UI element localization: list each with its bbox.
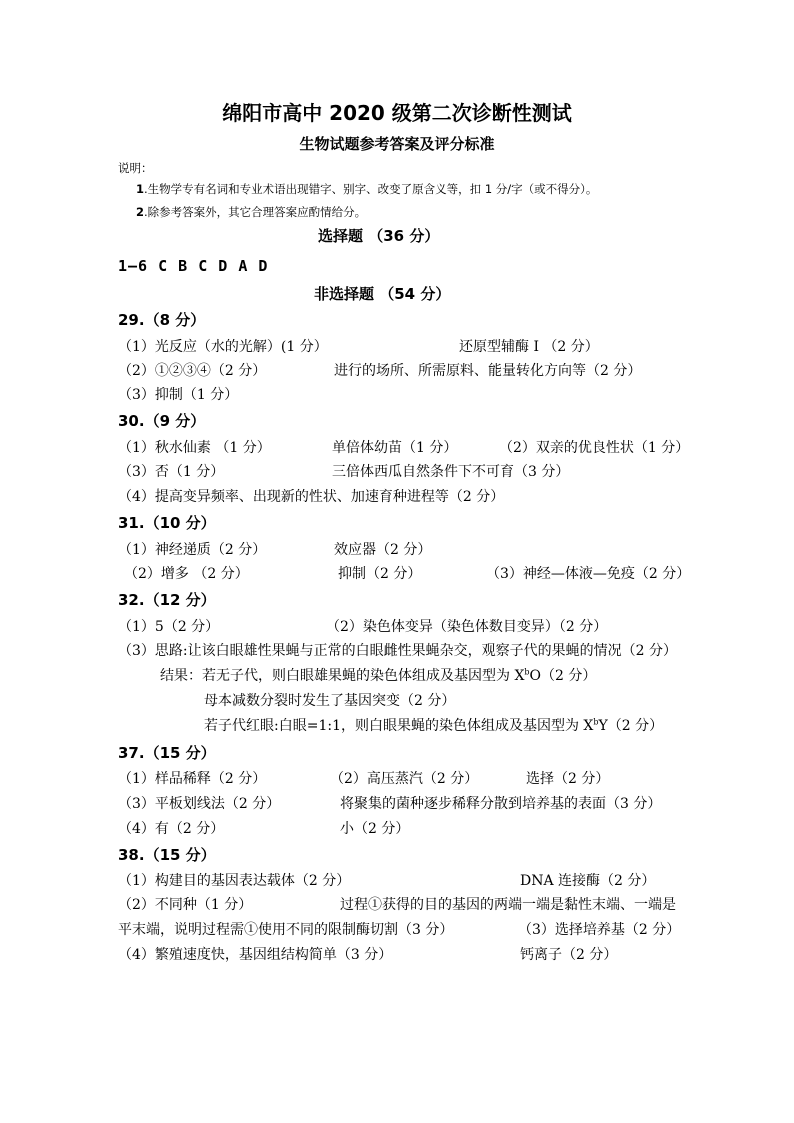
q37-answer-1b: （2）高压蒸汽（2 分） <box>330 771 479 787</box>
page-title: 绵阳市高中 2020 级第二次诊断性测试 <box>222 101 572 125</box>
q37-heading: 37.（15 分） <box>118 744 216 762</box>
q31-answer-1a: （1）神经递质（2 分） <box>118 542 267 558</box>
q37-answer-3b: 小（2 分） <box>340 821 410 837</box>
q38-answer-3b: （3）选择培养基（2 分） <box>518 922 681 938</box>
q37-answer-3a: （4）有（2 分） <box>118 821 225 837</box>
q32-answer-1a: （1）5（2 分） <box>118 619 220 635</box>
q38-answer-4b: 钙离子（2 分） <box>520 947 618 963</box>
q30-answer-2b: 三倍体西瓜自然条件下不可育（3 分） <box>332 464 570 480</box>
q32-answer-ratio: 若子代红眼:白眼=1:1，则白眼果蝇的染色体组成及基因型为 $X^bY(2$ 分） <box>204 717 664 734</box>
q38-answer-2b: 过程①获得的目的基因的两端一端是黏性末端、一端是 <box>340 897 676 913</box>
page-subtitle: 生物试题参考答案及评分标准 <box>299 135 495 153</box>
q37-answer-2b: 将聚集的菌种逐步稀释分散到培养基的表面（3 分） <box>340 796 662 812</box>
note-item-1-number: 1 <box>136 182 145 196</box>
q29-answer-1b: 还原型辅酶 I （2 分） <box>459 339 599 355</box>
q29-answer-3a: （3）抑制（1 分） <box>118 387 239 403</box>
q32-answer-mutation: 母本减数分裂时发生了基因突变（2 分） <box>204 693 456 709</box>
note-item-2-text: .除参考答案外，其它合理答案应酌情给分。 <box>144 205 367 219</box>
q29-answer-1a: （1）光反应（水的光解）(1 分） <box>118 339 328 355</box>
note-item-2-number: 2 <box>136 205 145 219</box>
q37-answer-2a: （3）平板划线法（2 分） <box>118 796 281 812</box>
q32-answer-result: 结果：若无子代，则白眼雄果蝇的染色体组成及基因型为 $X^bO(2$ 分） <box>160 667 597 684</box>
choice-section-heading: 选择题 （36 分） <box>318 227 440 245</box>
q30-answer-1a: （1）秋水仙素 （1 分） <box>118 440 271 456</box>
q31-answer-2a: （2）增多 （2 分） <box>124 566 249 582</box>
q29-answer-2a: （2）①②③④（2 分） <box>118 363 267 379</box>
notes-label: 说明： <box>118 161 153 175</box>
q38-answer-1b: DNA 连接酶（2 分） <box>520 873 656 889</box>
q38-answer-2a: （2）不同种（1 分） <box>118 897 253 913</box>
note-item-1 <box>136 184 597 196</box>
q32-heading: 32.（12 分） <box>118 591 216 609</box>
q38-answer-3a: 平末端，说明过程需①使用不同的限制酶切割（3 分） <box>118 922 454 938</box>
q30-heading: 30.（9 分） <box>118 412 206 430</box>
q31-answer-2c: （3）神经—体液—免疫（2 分） <box>486 566 691 582</box>
nonchoice-section-heading: 非选择题 （54 分） <box>314 285 451 303</box>
q30-answer-1b: 单倍体幼苗（1 分） <box>332 440 458 456</box>
q31-heading: 31.（10 分） <box>118 514 216 532</box>
q32-answer-2a: （3）思路:让该白眼雄性果蝇与正常的白眼雌性果蝇杂交，观察子代的果蝇的情况（2 分） <box>118 643 677 659</box>
q32-answer-1b: （2）染色体变异（染色体数目变异）（2 分） <box>326 619 608 635</box>
q31-answer-1b: 效应器（2 分） <box>334 542 432 558</box>
q38-heading: 38.（15 分） <box>118 846 216 864</box>
choice-answers: 1—6 C B C D A D <box>118 257 269 275</box>
q30-answer-1c: （2）双亲的优良性状（1 分） <box>499 440 690 456</box>
q29-answer-2b: 进行的场所、所需原料、能量转化方向等（2 分） <box>334 363 642 379</box>
q29-heading: 29.（8 分） <box>118 311 206 329</box>
q38-answer-1a: （1）构建目的基因表达载体（2 分） <box>118 873 351 889</box>
q37-answer-1a: （1）样品稀释（2 分） <box>118 771 267 787</box>
q30-answer-3a: （4）提高变异频率、出现新的性状、加速育种进程等（2 分） <box>118 489 505 505</box>
q37-answer-1c: 选择（2 分） <box>526 771 610 787</box>
note-item-1-text: .生物学专有名词和专业术语出现错字、别字、改变了原含义等，扣 1 分/字（或不得分）。 <box>144 182 598 196</box>
q30-answer-2a: （3）否（1 分） <box>118 464 225 480</box>
note-item-2 <box>136 207 366 219</box>
q38-answer-4a: （4）繁殖速度快，基因组结构简单（3 分） <box>118 947 393 963</box>
q31-answer-2b: 抑制（2 分） <box>338 566 422 582</box>
